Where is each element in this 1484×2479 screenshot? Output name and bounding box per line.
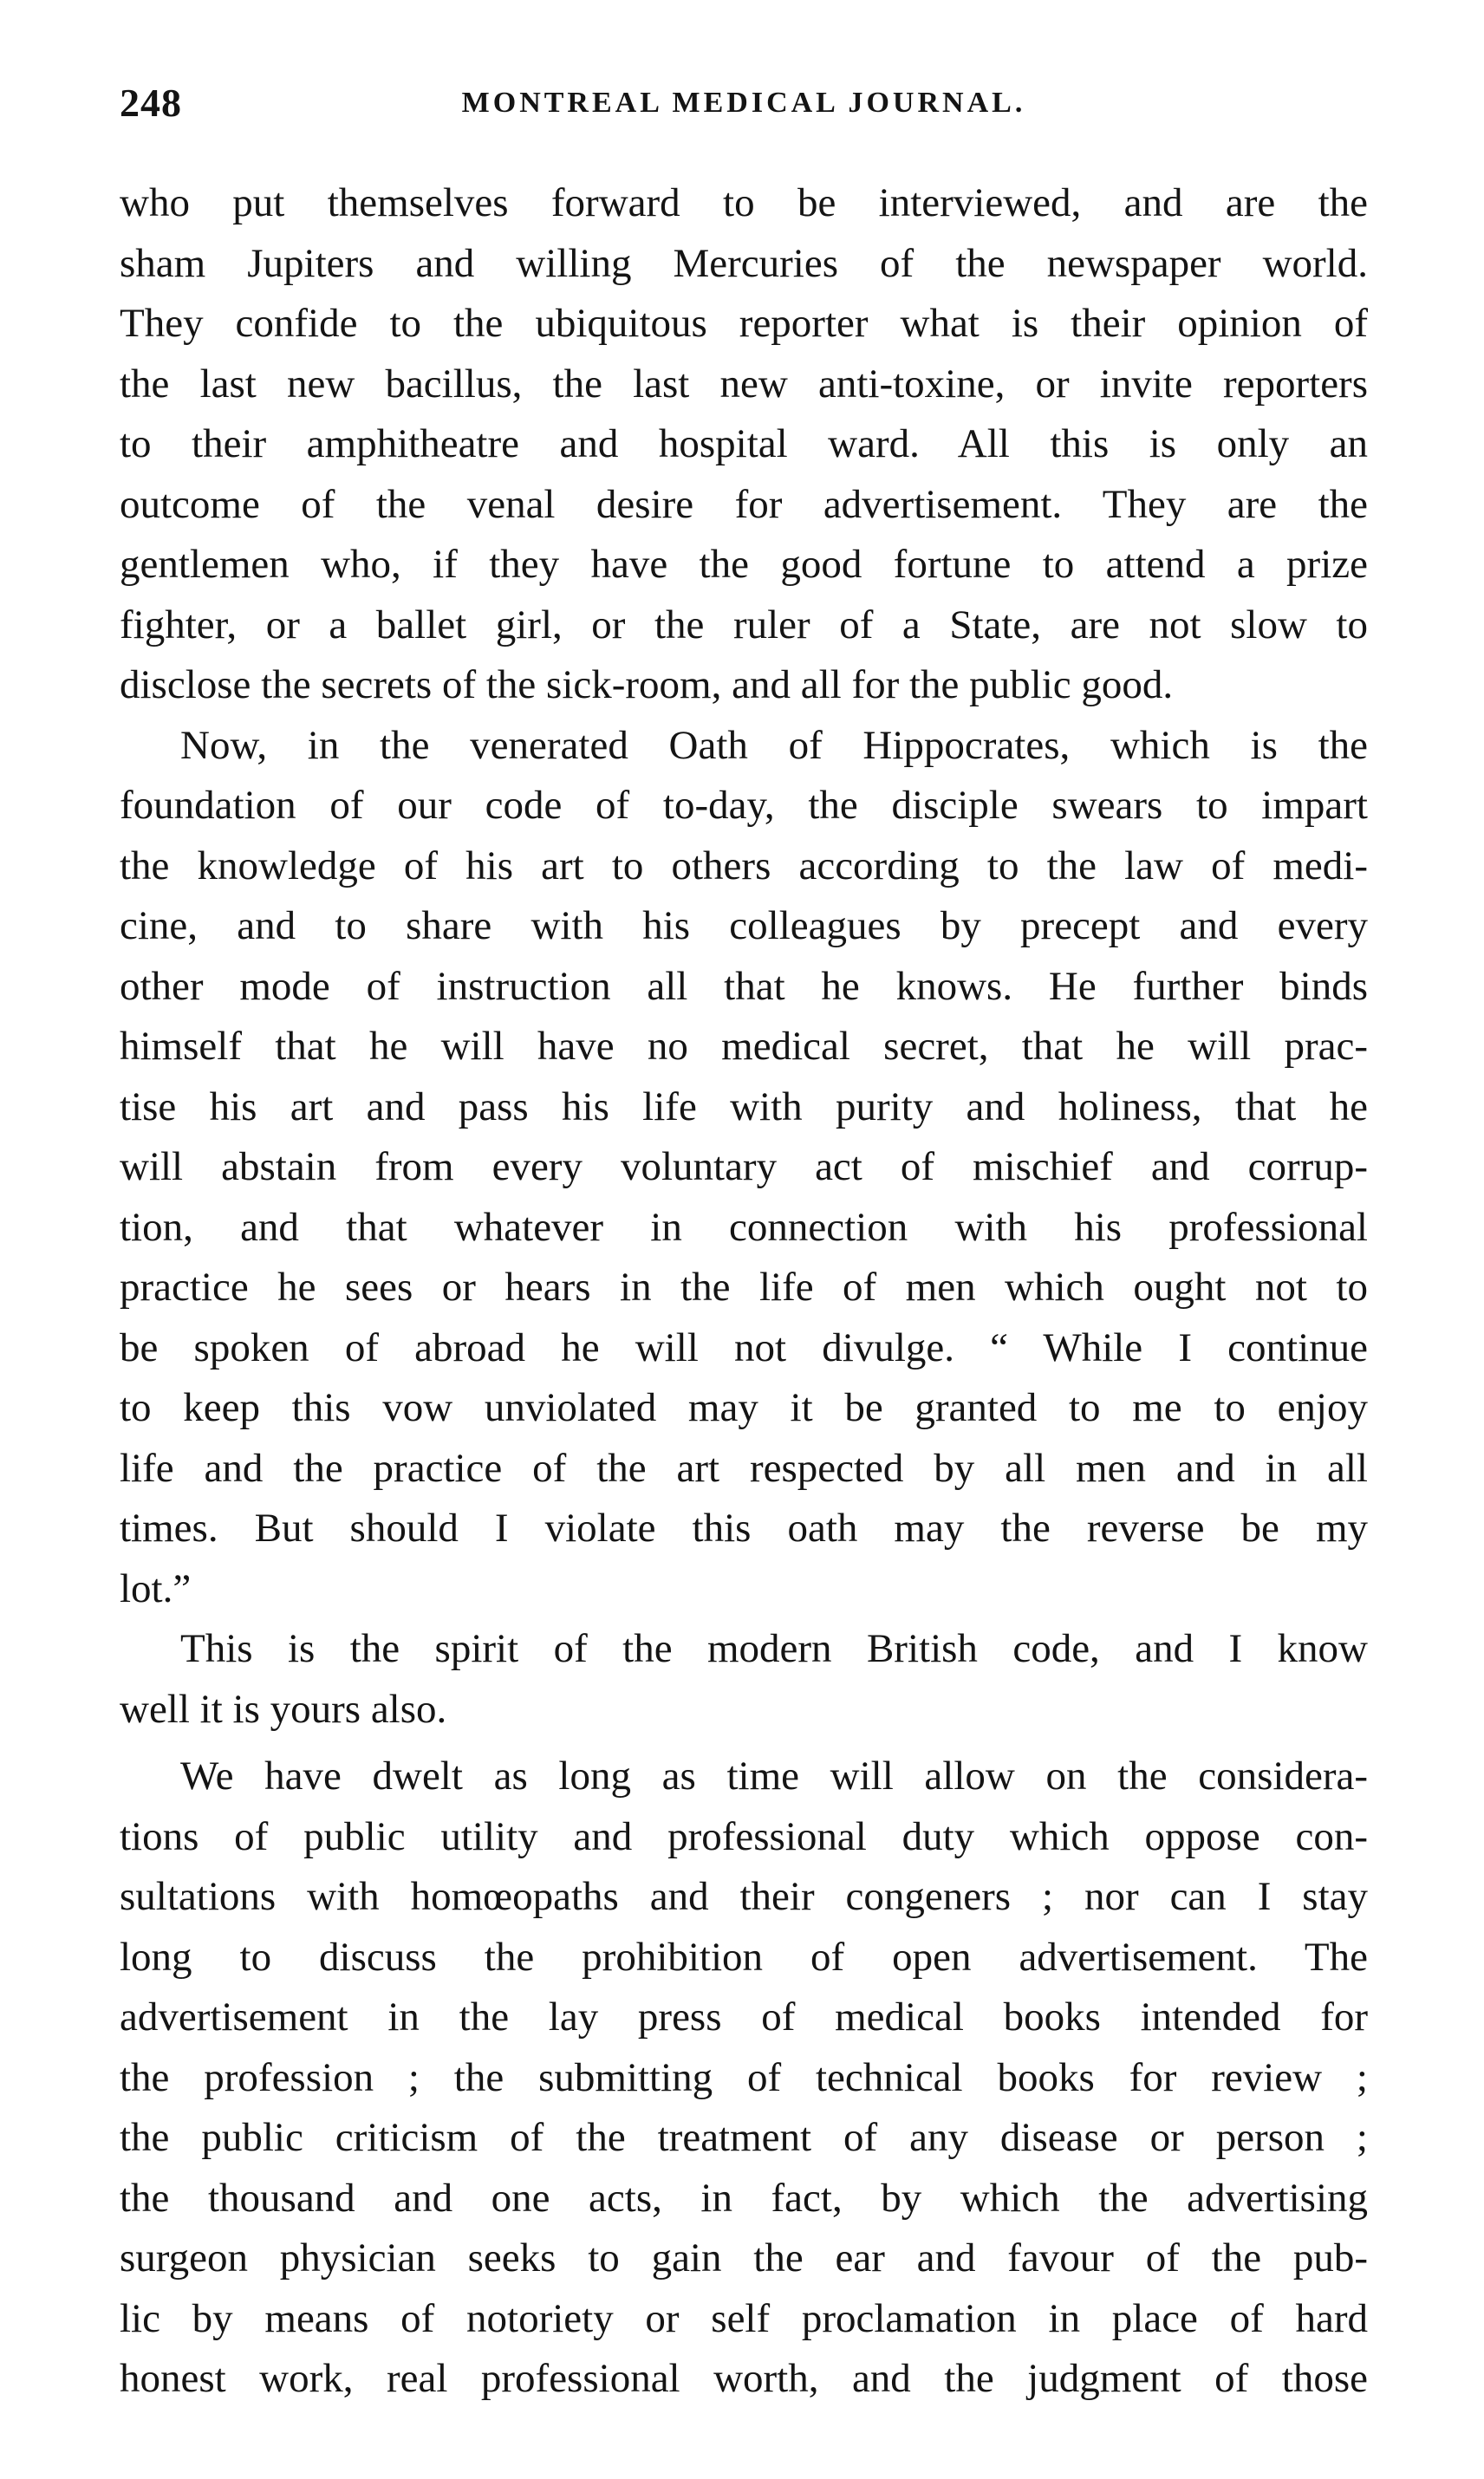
text-line: the last new bacillus, the last new anti-toxine, or invite reporters (120, 361, 1368, 407)
running-head (120, 80, 1368, 132)
text-line: the public criticism of the treatment of any disease or person ; (120, 2115, 1368, 2160)
paragraph-first-line: This is the spirit of the modern British code, and I know (180, 1626, 1368, 1671)
text-line: practice he sees or hears in the life of men which ought not to (120, 1265, 1368, 1310)
text-line: to keep this vow unviolated may it be granted to me to enjoy (120, 1385, 1368, 1430)
text-line: tions of public utility and professional duty which oppose con- (120, 1813, 1368, 1859)
text-line: other mode of instruction all that he knows. He further binds (120, 963, 1368, 1009)
text-line: who put themselves forward to be interviewed, and are the (120, 180, 1368, 225)
text-line: the thousand and one acts, in fact, by which the advertising (120, 2175, 1368, 2221)
page-number: 248 (120, 81, 182, 125)
text-line: foundation of our code of to-day, the disciple swears to impart (120, 783, 1368, 828)
text-line: cine, and to share with his colleagues by precept and every (120, 903, 1368, 948)
text-line: the profession ; the submitting of technical books for review ; (120, 2054, 1368, 2100)
text-line: life and the practice of the art respected by all men and in all (120, 1445, 1368, 1491)
text-line: gentlemen who, if they have the good fortune to attend a prize (120, 542, 1368, 587)
text-line: long to discuss the prohibition of open advertisement. The (120, 1934, 1368, 1980)
text-line: surgeon physician seeks to gain the ear and favour of the pub- (120, 2235, 1368, 2281)
text-line: tise his art and pass his life with purity and holiness, that he (120, 1083, 1368, 1129)
text-line: outcome of the venal desire for advertisement. They are the (120, 481, 1368, 527)
text-line: himself that he will have no medical secret, that he will prac- (120, 1024, 1368, 1069)
text-line: advertisement in the lay press of medical books intended for (120, 1994, 1368, 2040)
text-line: lic by means of notoriety or self proclamation in place of hard (120, 2295, 1368, 2341)
journal-title: MONTREAL MEDICAL JOURNAL. (461, 87, 1026, 119)
paragraph-first-line: We have dwelt as long as time will allow on the considera- (180, 1754, 1368, 1799)
paragraph-first-line: Now, in the venerated Oath of Hippocrates, which is the (180, 722, 1368, 768)
text-line: lot.” (120, 1565, 192, 1611)
text-line: times. But should I violate this oath may the reverse be my (120, 1506, 1368, 1551)
text-line: sham Jupiters and willing Mercuries of the newspaper world. (120, 240, 1368, 286)
text-line: will abstain from every voluntary act of mischief and corrup- (120, 1144, 1368, 1189)
text-line: disclose the secrets of the sick-room, and all for the public good. (120, 662, 1174, 707)
text-line: be spoken of abroad he will not divulge. “ While I continue (120, 1324, 1368, 1370)
text-line: tion, and that whatever in connection with his professional (120, 1204, 1368, 1250)
text-line: honest work, real professional worth, and the judgment of those (120, 2356, 1368, 2401)
text-line: sultations with homœopaths and their congeners ; nor can I stay (120, 1874, 1368, 1919)
text-line: fighter, or a ballet girl, or the ruler of a State, are not slow to (120, 602, 1368, 647)
article-body (120, 173, 1368, 2410)
text-line: They confide to the ubiquitous reporter what is their opinion of (120, 301, 1368, 346)
text-line: to their amphitheatre and hospital ward. All this is only an (120, 421, 1368, 466)
text-line: well it is yours also. (120, 1686, 447, 1732)
text-line: the knowledge of his art to others according to the law of medi- (120, 843, 1368, 888)
